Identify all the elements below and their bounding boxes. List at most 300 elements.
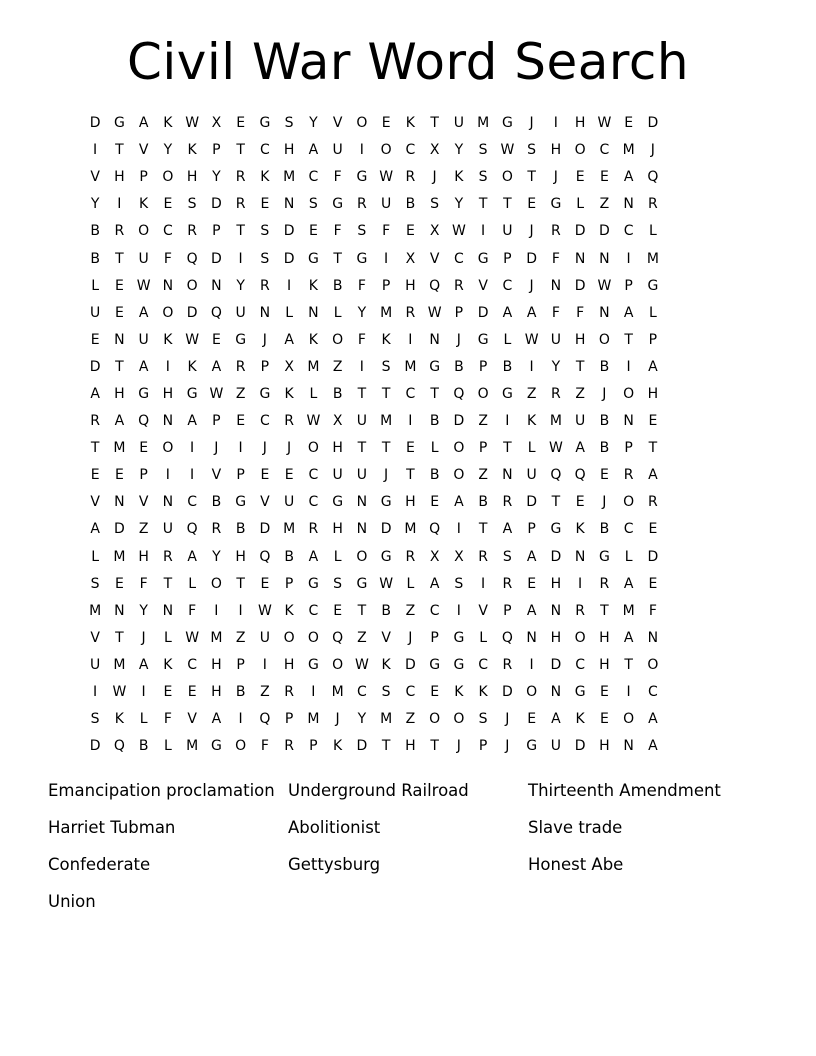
grid-cell: J <box>602 494 607 511</box>
grid-cell: U <box>259 629 270 646</box>
grid-cell: J <box>505 711 510 728</box>
grid-cell: M <box>404 521 417 538</box>
grid-cell: W <box>136 277 151 294</box>
grid-cell: N <box>502 467 513 484</box>
grid-cell: M <box>113 656 126 673</box>
grid-cell: I <box>456 602 461 619</box>
grid-cell: U <box>138 331 149 348</box>
grid-cell: Y <box>139 602 148 619</box>
grid-row <box>83 571 733 598</box>
letter-grid <box>83 110 733 760</box>
grid-cell: D <box>550 656 562 673</box>
grid-cell: F <box>188 602 197 619</box>
grid-cell: E <box>624 115 634 132</box>
grid-cell: V <box>478 277 488 294</box>
grid-cell: A <box>648 358 658 375</box>
grid-cell: D <box>453 413 465 430</box>
grid-cell: T <box>115 629 124 646</box>
grid-cell: H <box>647 385 659 402</box>
grid-cell: C <box>405 142 416 159</box>
grid-cell: T <box>357 385 367 402</box>
grid-cell: D <box>526 494 538 511</box>
grid-cell: S <box>430 196 440 213</box>
grid-cell: Y <box>212 169 221 186</box>
grid-cell: S <box>381 358 391 375</box>
grid-cell: R <box>551 385 561 402</box>
grid-cell: N <box>599 250 610 267</box>
grid-cell: O <box>623 385 635 402</box>
grid-cell: T <box>406 467 415 484</box>
grid-cell: M <box>646 250 659 267</box>
grid-cell: L <box>188 575 197 592</box>
grid-cell: P <box>236 656 245 673</box>
grid-cell: P <box>624 277 633 294</box>
grid-cell: R <box>284 738 294 755</box>
grid-cell: W <box>306 413 321 430</box>
grid-cell: P <box>503 602 512 619</box>
grid-cell: Z <box>260 684 270 701</box>
grid-cell: E <box>260 196 270 213</box>
grid-cell: R <box>648 196 658 213</box>
word-list-item: Gettysburg <box>288 855 381 874</box>
grid-cell: A <box>551 711 561 728</box>
grid-cell: J <box>505 738 510 755</box>
grid-cell: U <box>235 304 246 321</box>
grid-cell: N <box>623 738 634 755</box>
grid-cell: S <box>90 575 100 592</box>
grid-cell: M <box>186 738 199 755</box>
grid-row <box>83 191 733 218</box>
grid-cell: D <box>501 684 513 701</box>
grid-cell: A <box>308 548 319 565</box>
grid-cell: X <box>284 358 294 375</box>
grid-cell: G <box>307 575 319 592</box>
grid-cell: G <box>307 250 319 267</box>
grid-cell: E <box>236 413 246 430</box>
grid-cell: I <box>190 467 195 484</box>
grid-cell: T <box>381 738 391 755</box>
grid-cell: D <box>210 196 222 213</box>
grid-cell: P <box>527 521 536 538</box>
grid-cell: L <box>91 548 100 565</box>
grid-cell: R <box>211 521 222 538</box>
grid-cell: X <box>454 548 464 565</box>
grid-row <box>83 381 733 408</box>
grid-cell: M <box>113 440 126 457</box>
grid-cell: Z <box>357 629 367 646</box>
grid-cell: G <box>550 521 562 538</box>
grid-cell: Q <box>429 521 441 538</box>
grid-cell: C <box>405 385 416 402</box>
grid-cell: E <box>139 440 149 457</box>
grid-cell: S <box>260 250 270 267</box>
grid-cell: G <box>356 250 368 267</box>
grid-cell: E <box>648 575 658 592</box>
grid-cell: H <box>332 440 343 457</box>
grid-cell: G <box>574 684 586 701</box>
grid-cell: N <box>550 684 562 701</box>
grid-cell: Z <box>478 467 488 484</box>
grid-cell: G <box>210 738 222 755</box>
grid-cell: C <box>162 223 173 240</box>
grid-cell: C <box>259 142 270 159</box>
grid-cell: Z <box>575 385 585 402</box>
grid-cell: I <box>141 684 146 701</box>
grid-cell: K <box>575 521 585 538</box>
grid-cell: S <box>527 142 537 159</box>
grid-cell: H <box>138 548 149 565</box>
grid-cell: V <box>138 142 149 159</box>
grid-row <box>83 706 733 733</box>
grid-cell: D <box>574 223 586 240</box>
grid-cell: I <box>165 467 170 484</box>
grid-cell: M <box>404 358 417 375</box>
grid-cell: G <box>259 115 271 132</box>
grid-cell: R <box>599 575 610 592</box>
grid-cell: E <box>187 684 197 701</box>
grid-cell: U <box>284 494 295 511</box>
grid-cell: D <box>259 521 271 538</box>
grid-cell: R <box>357 196 367 213</box>
grid-cell: V <box>211 467 222 484</box>
grid-cell: L <box>479 629 488 646</box>
grid-row <box>83 245 733 272</box>
grid-cell: W <box>379 169 394 186</box>
grid-cell: D <box>283 223 295 240</box>
grid-cell: C <box>308 467 319 484</box>
grid-cell: M <box>477 115 490 132</box>
grid-cell: L <box>163 738 172 755</box>
grid-cell: B <box>138 738 149 755</box>
grid-cell: S <box>478 169 488 186</box>
grid-cell: H <box>186 169 198 186</box>
grid-cell: A <box>454 494 464 511</box>
grid-row <box>83 733 733 760</box>
grid-cell: N <box>308 304 319 321</box>
grid-cell: M <box>331 684 344 701</box>
grid-cell: V <box>90 169 100 186</box>
grid-cell: G <box>186 385 198 402</box>
grid-cell: G <box>235 331 247 348</box>
grid-cell: O <box>332 656 344 673</box>
grid-cell: X <box>429 223 440 240</box>
grid-cell: W <box>354 656 369 673</box>
grid-cell: H <box>114 385 125 402</box>
grid-cell: G <box>526 738 538 755</box>
grid-cell: S <box>454 575 464 592</box>
grid-cell: H <box>162 385 174 402</box>
grid-cell: N <box>162 602 174 619</box>
grid-cell: I <box>481 575 486 592</box>
grid-cell: O <box>162 169 174 186</box>
grid-cell: C <box>308 494 319 511</box>
grid-cell: N <box>647 629 659 646</box>
grid-cell: Q <box>259 548 271 565</box>
grid-cell: B <box>332 385 343 402</box>
grid-cell: M <box>380 304 393 321</box>
grid-cell: O <box>138 223 150 240</box>
grid-cell: K <box>163 115 173 132</box>
grid-cell: I <box>93 142 98 159</box>
grid-cell: I <box>626 684 631 701</box>
grid-cell: K <box>187 142 197 159</box>
grid-cell: O <box>162 304 174 321</box>
grid-cell: N <box>283 196 295 213</box>
grid-cell: D <box>574 738 586 755</box>
grid-cell: L <box>139 711 148 728</box>
page-title: Civil War Word Search <box>126 33 690 91</box>
grid-cell: S <box>90 711 100 728</box>
grid-cell: Q <box>332 629 344 646</box>
grid-cell: I <box>481 223 486 240</box>
grid-cell: C <box>623 223 634 240</box>
grid-cell: K <box>163 331 173 348</box>
grid-cell: E <box>430 684 440 701</box>
grid-cell: J <box>553 169 558 186</box>
grid-cell: W <box>379 575 394 592</box>
grid-cell: A <box>526 602 537 619</box>
grid-cell: U <box>90 656 101 673</box>
grid-cell: K <box>284 602 294 619</box>
grid-cell: J <box>456 331 461 348</box>
grid-cell: A <box>211 711 222 728</box>
grid-row <box>83 598 733 625</box>
grid-cell: B <box>599 440 610 457</box>
grid-cell: P <box>503 250 512 267</box>
grid-cell: N <box>114 602 125 619</box>
grid-cell: R <box>284 413 294 430</box>
grid-cell: S <box>502 548 512 565</box>
grid-cell: J <box>141 629 146 646</box>
grid-cell: E <box>260 467 270 484</box>
grid-cell: M <box>380 413 393 430</box>
grid-row <box>83 516 733 543</box>
grid-cell: A <box>575 440 585 457</box>
grid-cell: H <box>283 142 295 159</box>
grid-cell: H <box>550 142 562 159</box>
grid-cell: T <box>357 440 367 457</box>
grid-cell: U <box>381 196 392 213</box>
grid-cell: R <box>623 467 634 484</box>
grid-cell: J <box>529 223 534 240</box>
grid-cell: Y <box>90 196 100 213</box>
grid-cell: U <box>162 521 173 538</box>
grid-cell: T <box>503 440 512 457</box>
grid-cell: O <box>598 331 610 348</box>
grid-cell: T <box>236 575 245 592</box>
grid-cell: G <box>501 385 513 402</box>
grid-cell: W <box>524 331 539 348</box>
grid-cell: D <box>574 277 586 294</box>
grid-cell: B <box>429 467 440 484</box>
grid-cell: R <box>454 277 464 294</box>
grid-cell: I <box>117 196 122 213</box>
grid-cell: O <box>307 440 319 457</box>
grid-row <box>83 408 733 435</box>
grid-cell: D <box>647 115 659 132</box>
grid-cell: E <box>90 331 100 348</box>
grid-cell: B <box>478 494 488 511</box>
grid-cell: M <box>113 548 126 565</box>
grid-cell: B <box>599 413 610 430</box>
grid-cell: Z <box>599 196 610 213</box>
grid-cell: W <box>185 331 200 348</box>
grid-cell: K <box>527 413 537 430</box>
grid-cell: B <box>235 521 246 538</box>
grid-cell: N <box>550 602 562 619</box>
grid-cell: M <box>307 358 320 375</box>
grid-cell: Q <box>550 467 562 484</box>
grid-cell: A <box>138 358 149 375</box>
grid-cell: K <box>187 358 197 375</box>
grid-cell: S <box>308 196 318 213</box>
grid-cell: A <box>648 467 658 484</box>
grid-cell: E <box>211 331 221 348</box>
grid-cell: I <box>238 602 243 619</box>
grid-cell: I <box>262 656 267 673</box>
grid-cell: G <box>477 331 489 348</box>
grid-cell: N <box>162 413 174 430</box>
grid-cell: H <box>550 629 562 646</box>
grid-cell: C <box>308 602 319 619</box>
grid-cell: E <box>527 196 537 213</box>
grid-cell: X <box>429 142 440 159</box>
grid-cell: F <box>260 738 269 755</box>
grid-row <box>83 462 733 489</box>
grid-cell: Y <box>212 548 221 565</box>
grid-cell: Y <box>309 115 318 132</box>
grid-cell: F <box>551 304 560 321</box>
grid-cell: C <box>623 521 634 538</box>
grid-cell: T <box>430 385 439 402</box>
grid-cell: Q <box>453 385 465 402</box>
grid-cell: V <box>138 494 149 511</box>
grid-cell: T <box>115 142 124 159</box>
grid-cell: L <box>406 575 415 592</box>
grid-cell: H <box>405 494 416 511</box>
grid-cell: N <box>599 304 610 321</box>
grid-cell: D <box>380 521 392 538</box>
grid-cell: P <box>478 358 488 375</box>
grid-cell: W <box>185 629 200 646</box>
grid-cell: I <box>384 250 389 267</box>
grid-cell: M <box>549 413 562 430</box>
grid-cell: X <box>405 250 416 267</box>
grid-cell: G <box>259 385 271 402</box>
grid-cell: B <box>429 413 440 430</box>
grid-cell: Q <box>429 277 441 294</box>
grid-cell: O <box>356 548 368 565</box>
grid-cell: H <box>574 115 586 132</box>
grid-cell: D <box>550 548 562 565</box>
grid-cell: X <box>429 548 440 565</box>
grid-cell: I <box>626 250 631 267</box>
grid-cell: A <box>502 521 513 538</box>
grid-cell: J <box>262 440 267 457</box>
grid-cell: R <box>187 223 197 240</box>
word-list-item: Union <box>48 892 96 911</box>
grid-cell: O <box>429 711 441 728</box>
grid-cell: R <box>502 656 513 673</box>
word-list <box>48 778 768 914</box>
grid-cell: L <box>648 223 657 240</box>
word-list-item: Underground Railroad <box>288 781 469 800</box>
grid-cell: L <box>648 304 657 321</box>
grid-cell: A <box>502 304 513 321</box>
grid-cell: H <box>235 548 246 565</box>
grid-row <box>83 489 733 516</box>
grid-cell: C <box>308 169 319 186</box>
grid-cell: B <box>405 196 416 213</box>
grid-cell: L <box>333 548 342 565</box>
grid-cell: Z <box>405 711 416 728</box>
grid-cell: Y <box>454 196 464 213</box>
grid-cell: E <box>575 169 585 186</box>
grid-cell: N <box>574 548 586 565</box>
grid-cell: E <box>527 575 537 592</box>
grid-cell: H <box>332 521 343 538</box>
grid-cell: Q <box>186 521 198 538</box>
grid-cell: F <box>139 575 148 592</box>
grid-cell: R <box>235 169 246 186</box>
grid-cell: Q <box>138 413 150 430</box>
grid-cell: Y <box>551 358 561 375</box>
grid-cell: G <box>235 494 247 511</box>
grid-cell: A <box>623 169 634 186</box>
grid-cell: E <box>114 304 124 321</box>
grid-cell: J <box>214 440 219 457</box>
grid-cell: F <box>163 250 172 267</box>
grid-cell: B <box>454 358 464 375</box>
grid-cell: W <box>548 440 563 457</box>
grid-cell: U <box>453 115 464 132</box>
grid-cell: T <box>115 358 124 375</box>
grid-cell: V <box>90 494 100 511</box>
grid-cell: E <box>381 115 391 132</box>
grid-cell: T <box>381 440 391 457</box>
grid-cell: M <box>380 711 393 728</box>
grid-cell: C <box>453 250 464 267</box>
grid-cell: T <box>648 440 658 457</box>
grid-cell: V <box>478 602 488 619</box>
grid-cell: P <box>478 738 488 755</box>
grid-cell: C <box>429 602 440 619</box>
grid-cell: F <box>357 277 366 294</box>
grid-cell: D <box>186 304 198 321</box>
grid-cell: J <box>262 331 267 348</box>
grid-cell: O <box>623 494 635 511</box>
grid-cell: S <box>187 196 197 213</box>
grid-cell: K <box>114 711 124 728</box>
grid-cell: M <box>89 602 102 619</box>
grid-cell: U <box>332 467 343 484</box>
grid-cell: R <box>163 548 173 565</box>
grid-cell: G <box>307 656 319 673</box>
grid-cell: G <box>647 277 659 294</box>
grid-cell: Q <box>259 711 271 728</box>
grid-cell: U <box>356 413 367 430</box>
grid-cell: T <box>430 738 439 755</box>
grid-cell: E <box>430 494 440 511</box>
grid-cell: H <box>405 277 416 294</box>
grid-cell: P <box>430 629 439 646</box>
grid-cell: H <box>211 656 222 673</box>
grid-cell: G <box>113 115 125 132</box>
grid-cell: L <box>309 385 318 402</box>
grid-cell: G <box>332 494 344 511</box>
word-list-item: Abolitionist <box>288 818 381 837</box>
grid-cell: L <box>91 277 100 294</box>
